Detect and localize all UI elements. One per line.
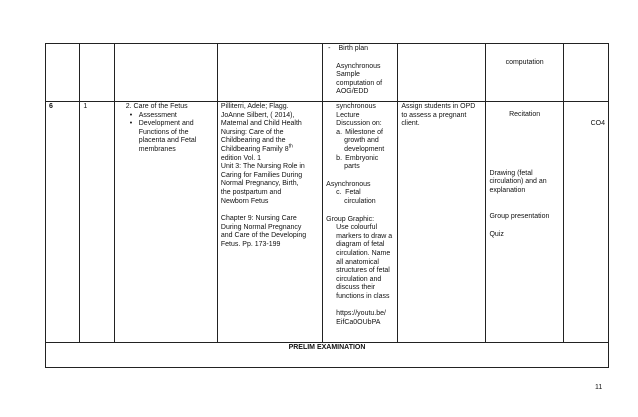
topic-bullet: • Assessment (118, 112, 214, 121)
assessment-drawing: Drawing (fetal (489, 169, 533, 177)
assessment-computation: computation (505, 59, 544, 66)
task-line: client. (401, 120, 420, 128)
cell-tl-activities-top (323, 44, 398, 102)
tl-item (326, 129, 394, 138)
ref-line: Pilliterri, Adele; Flagg. (220, 103, 289, 110)
week-number: 6 (46, 102, 80, 343)
cell-assessment (486, 102, 563, 343)
page-number: 11 (595, 384, 603, 391)
tl-item-cont: circulation (344, 197, 376, 205)
ref-line: Maternal and Child Health (220, 120, 302, 128)
ref-line: Nursing: Care of the (220, 128, 284, 136)
tl-async-head: Asynchronous (326, 180, 371, 188)
tl-line: synchronous (336, 103, 376, 110)
tl-item (326, 155, 394, 164)
table-row-prelim (46, 343, 609, 368)
assessment-drawing: explanation (489, 186, 526, 194)
tl-item-marker: b. (336, 154, 343, 162)
ref-line: Newborn Fetus (220, 197, 269, 205)
tl-item-cont: parts (344, 163, 360, 171)
assessment-drawing: circulation) and an (489, 178, 547, 186)
ref-line: Caring for Families During (220, 171, 303, 179)
video-link[interactable]: https://youtu.be/ (336, 310, 386, 318)
ref-line: edition Vol. 1 (220, 154, 261, 162)
topic-bullet: • Development and Functions of the placenta and Fetal membranes (118, 120, 214, 154)
topic-title: 2. Care of the Fetus (125, 103, 188, 110)
task-line: to assess a pregnant (401, 111, 467, 119)
prelim-exam-label: PRELIM EXAMINATION (46, 343, 609, 368)
ref-line: and Care of the Developing (220, 232, 307, 240)
tl-group-line: Use colourful (336, 224, 378, 232)
ref-line: During Normal Pregnancy (220, 223, 302, 231)
table-row-continuation (46, 44, 609, 102)
ref-line: JoAnne Silbert, ( 2014), (220, 111, 295, 119)
cell-assessment-top (486, 44, 563, 102)
tl-item-marker: a. (336, 128, 343, 136)
cell-references (217, 102, 322, 343)
ref-edition-text: Childbearing Family 8 (220, 145, 289, 153)
assessment-quiz: Quiz (489, 230, 504, 238)
ref-line-edition (220, 143, 319, 155)
tl-line: Lecture (336, 111, 360, 119)
ref-line: Chapter 9: Nursing Care (220, 215, 297, 223)
cell-task (398, 102, 486, 343)
ref-line: the postpartum and (220, 188, 282, 196)
tl-group-line: structures of fetal (336, 267, 390, 275)
session-number: 1 (80, 102, 114, 343)
task-line: Assign students in OPD (401, 103, 476, 110)
cell-topic-empty (114, 44, 217, 102)
tl-group-line: discuss their (336, 284, 376, 292)
ref-line: Fetus. Pp. 173-199 (220, 240, 281, 248)
async-line: Asynchronous (336, 62, 381, 70)
assessment-recitation: Recitation (509, 111, 541, 118)
tl-group-line: diagram of fetal (336, 241, 385, 249)
ref-line: Normal Pregnancy, Birth, (220, 180, 299, 188)
syllabus-table (45, 43, 609, 368)
async-line: AOG/EDD (336, 88, 369, 96)
async-line: computation of (336, 79, 383, 87)
cell-topic (114, 102, 217, 343)
tl-item-cont: growth and (344, 137, 379, 145)
tl-item-text: Milestone of (345, 128, 383, 136)
cell-week-empty (46, 44, 80, 102)
tl-item-marker: c. (336, 189, 342, 197)
assessment-group: Group presentation (489, 213, 550, 221)
tl-group-line: functions in class (336, 292, 390, 300)
tl-item-text: Embryonic (345, 154, 379, 162)
dash-marker: - (328, 45, 331, 52)
async-line: Sample (336, 71, 360, 79)
ref-superscript: th (288, 143, 293, 150)
cell-task-empty (398, 44, 486, 102)
tl-item-cont: development (344, 145, 385, 153)
ref-line: Unit 3: The Nursing Role in (220, 163, 305, 171)
tl-group-line: circulation and (336, 275, 382, 283)
course-outcome: CO4 (590, 120, 605, 127)
cell-outcome-empty (563, 44, 608, 102)
tl-group-line: all anatomical (336, 258, 379, 266)
cell-tl-activities (323, 102, 398, 343)
birth-plan-text: Birth plan (338, 45, 369, 52)
tl-group-head: Group Graphic: (326, 215, 375, 223)
tl-line: Discussion on: (336, 120, 382, 128)
video-link[interactable]: EifCa0OUbPA (336, 319, 381, 327)
cell-outcome (563, 102, 608, 343)
ref-line: Childbearing and the (220, 137, 286, 145)
tl-group-line: markers to draw a (336, 232, 393, 240)
tl-item-text: Fetal (345, 189, 361, 197)
table-row-week-6 (46, 102, 609, 343)
tl-item (326, 189, 394, 198)
cell-ref-empty (217, 44, 322, 102)
tl-group-line: circulation. Name (336, 249, 391, 257)
cell-session-empty (80, 44, 114, 102)
